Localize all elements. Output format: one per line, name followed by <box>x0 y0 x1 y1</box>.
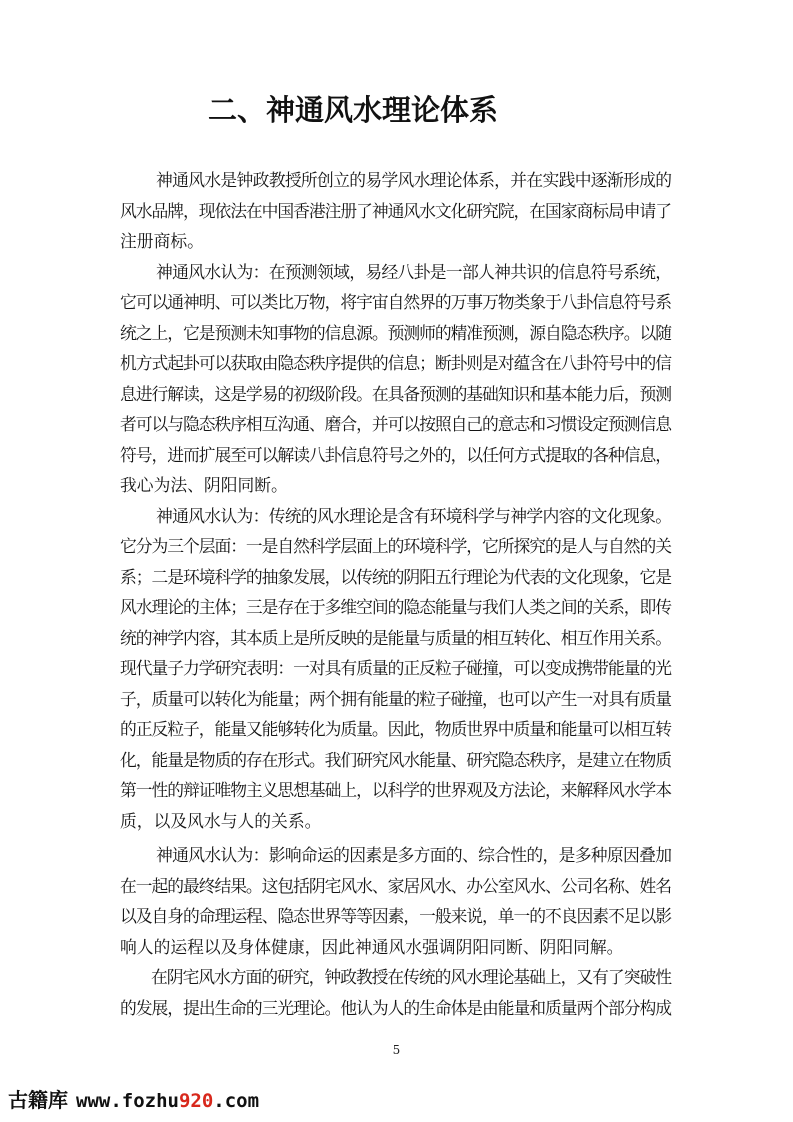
text-line: 第一性的辩证唯物主义思想基础上，以科学的世界观及方法论，来解释风水学本 <box>120 780 671 800</box>
paragraph <box>120 840 672 962</box>
text-line: 神通风水认为：传统的风水理论是含有环境科学与神学内容的文化现象。 <box>156 505 672 526</box>
text-line: 系；二是环境科学的抽象发展，以传统的阴阳五行理论为代表的文化现象，它是 <box>120 566 671 587</box>
text-line: 子，质量可以转化为能量；两个拥有能量的粒子碰撞，也可以产生一对具有质量 <box>120 688 671 709</box>
text-line: 神通风水是钟政教授所创立的易学风水理论体系，并在实践中逐渐形成的 <box>156 170 672 190</box>
text-line: 的正反粒子，能量又能够转化为质量。因此，物质世界中质量和能量可以相互转 <box>120 719 671 739</box>
text-line: 在阴宅风水方面的研究，钟政教授在传统的风水理论基础上，又有了突破性 <box>151 967 671 987</box>
paragraph <box>120 501 672 837</box>
paragraph <box>120 257 672 501</box>
text-line: 符号，进而扩展至可以解读八卦信息符号之外的，以任何方式提取的各种信息， <box>120 444 671 465</box>
text-line: 统之上，它是预测未知事物的信息源。预测师的精准预测，源自隐态秩序。以随 <box>120 322 671 343</box>
text-line: 的发展，提出生命的三光理论。他认为人的生命体是由能量和质量两个部分构成 <box>120 997 671 1018</box>
text-line: 在一起的最终结果。这包括阴宅风水、家居风水、办公室风水、公司名称、姓名 <box>120 875 671 896</box>
site-watermark <box>8 1088 259 1113</box>
watermark-site-name: 古籍库 <box>8 1088 68 1112</box>
watermark-url <box>76 1090 259 1112</box>
text-line: 统的神学内容，其本质上是所反映的是能量与质量的相互转化、相互作用关系。 <box>120 627 671 648</box>
text-line: 者可以与隐态秩序相互沟通、磨合，并可以按照自己的意志和习惯设定预测信息 <box>120 414 671 434</box>
text-line: 它可以通神明、可以类比万物，将宇宙自然界的万事万物类象于八卦信息符号系 <box>120 292 671 312</box>
text-line: 机方式起卦可以获取由隐态秩序提供的信息；断卦则是对蕴含在八卦符号中的信 <box>120 353 671 373</box>
text-line: 质，以及风水与人的关系。 <box>120 810 322 831</box>
text-line: 它分为三个层面：一是自然科学层面上的环境科学，它所探究的是人与自然的关 <box>120 536 671 556</box>
text-line: 注册商标。 <box>120 231 204 251</box>
text-line: 神通风水认为：在预测领域，易经八卦是一部人神共识的信息符号系统， <box>156 261 672 282</box>
page-title: 二、神通风水理论体系 <box>208 93 499 127</box>
text-line: 现代量子力学研究表明：一对具有质量的正反粒子碰撞，可以变成携带能量的光 <box>120 658 671 678</box>
text-line: 响人的运程以及身体健康，因此神通风水强调阴阳同断、阴阳同解。 <box>120 936 624 957</box>
watermark-url-suffix: .com <box>213 1090 260 1112</box>
paragraph <box>120 962 672 1023</box>
body-text <box>120 165 672 1023</box>
text-line: 化，能量是物质的存在形式。我们研究风水能量、研究隐态秩序，是建立在物质 <box>120 749 671 770</box>
page-number: 5 <box>392 1043 401 1057</box>
text-line: 我心为法、阴阳同断。 <box>120 475 288 495</box>
text-line: 神通风水认为：影响命运的因素是多方面的、综合性的，是多种原因叠加 <box>156 845 672 865</box>
watermark-url-prefix: www.fozhu <box>76 1090 179 1112</box>
text-line: 风水理论的主体；三是存在于多维空间的隐态能量与我们人类之间的关系，即传 <box>120 597 671 617</box>
text-line: 以及自身的命理运程、隐态世界等等因素，一般来说，单一的不良因素不足以影 <box>120 906 671 926</box>
text-line: 风水品牌，现依法在中国香港注册了神通风水文化研究院，在国家商标局申请了 <box>120 200 671 221</box>
paragraph <box>120 165 672 257</box>
text-line: 息进行解读，这是学易的初级阶段。在具备预测的基础知识和基本能力后，预测 <box>120 383 671 404</box>
watermark-url-number: 920 <box>178 1090 214 1112</box>
